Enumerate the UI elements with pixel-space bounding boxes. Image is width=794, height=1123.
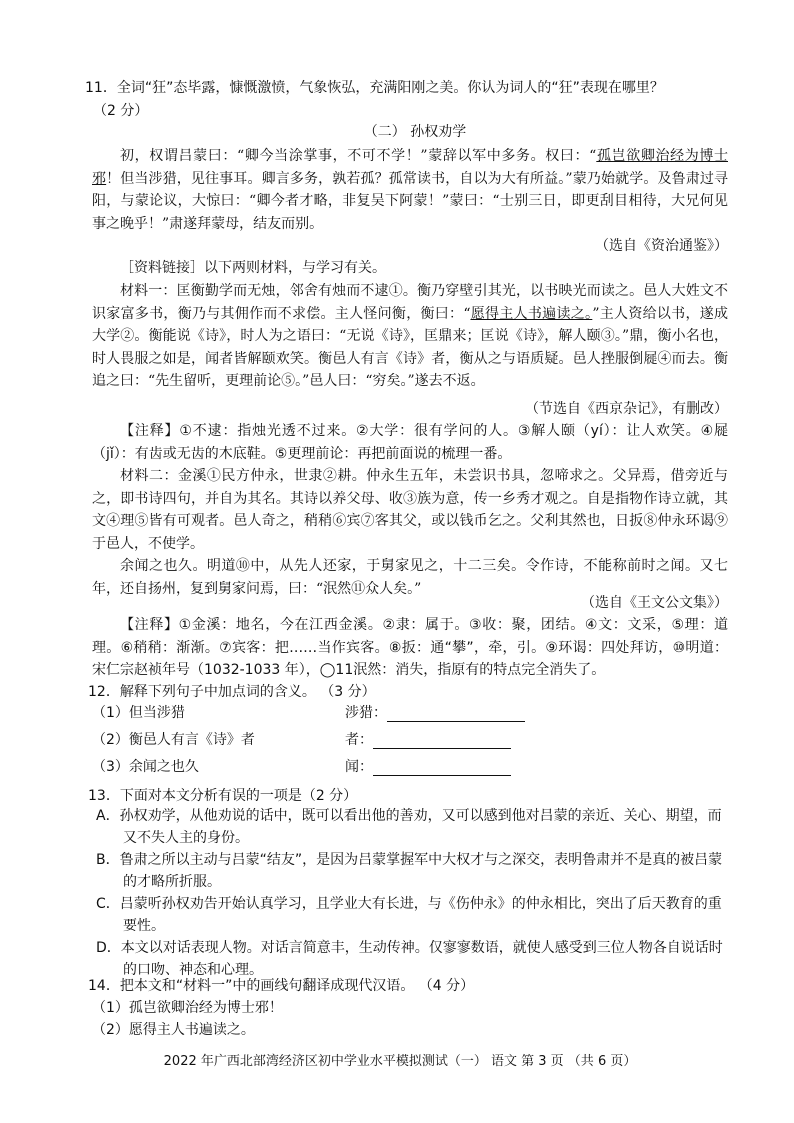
q11-line: 11．全词“狂”态毕露，慷慨激愤，气象恢弘，充满阳刚之美。你认为词人的“狂”表现在哪里？ — [85, 80, 664, 96]
option-c[interactable]: C．吕蒙听孙权劝告开始认真学习，且学业大有长进，与《伤仲永》的仲永相比，突出了后天教育的重要性。 — [96, 896, 722, 934]
m1-text-b: ”主人资给以书，遂成大学②。衡能说《诗》，时人为之语曰：“无说《诗》，匡鼎来；匡说《诗》，解人颐③。”鼎，衡小名也，时人畏服之如是，闻者皆解颐欢笑。衡邑人有言《诗》者，衡从之与语质疑。邑人挫服倒屣④而去。衡追之曰：“先生留听，更理前论⑤。”邑人曰：“穷矣。”遂去不返。 — [92, 305, 729, 389]
q12-answer-label-1: 涉猎： — [345, 705, 387, 721]
material-link — [92, 257, 728, 280]
section-title: （二） 孙权劝学 — [363, 124, 467, 140]
q14-item-1: （1）孤岂欲卿治经为博士邪！ — [92, 1000, 283, 1016]
page-footer: 2022 年广西北部湾经济区初中学业水平模拟测试（一） 语文 第 3 页 （共 6 页） — [163, 1054, 637, 1069]
material-1-paragraph — [92, 280, 728, 393]
material-2 — [92, 465, 728, 600]
m1-note-text: 【注释】①不逮：指烛光透不过来。②大学：很有学问的人。③解人颐（yí）：让人欢笑。④屣（jǐ）：有齿或无齿的木底鞋。⑤更理前论：再把前面说的梳理一番。 — [92, 423, 728, 462]
q12-item-2: （2）衡邑人有言《诗》者 — [92, 732, 255, 748]
passage-text-a: 初，权谓吕蒙曰：“卿今当涂掌事，不可不学！”蒙辞以军中多务。权曰：“ — [120, 148, 597, 164]
material-2-source: （选自《王文公文集》） — [581, 595, 728, 611]
passage-source: （选自《资治通鉴》） — [595, 238, 728, 254]
passage-quanxue — [92, 145, 728, 258]
q12-answer-3 — [345, 756, 511, 776]
q13-title: 13．下面对本文分析有误的一项是（2 分） — [88, 788, 358, 804]
m2-note-text: 【注释】①金溪：地名，今在江西金溪。②隶：属于。③收：聚，团结。④文：文采，⑤理：道理。⑥稍稍：渐渐。⑦宾客：把……当作宾客。⑧扳：通“攀”，牵，引。⑨环谒：四处拜访，⑩明道：宋仁宗赵祯年号（1032-1033 年），◯11泯然：消失，指原有的特点完全消失了。 — [92, 617, 728, 678]
answer-line[interactable] — [373, 734, 511, 749]
option-b[interactable]: B．鲁肃之所以主动与吕蒙“结友”，是因为吕蒙掌握军中大权才与之深交，表明鲁肃并不是真的被吕蒙的才略所折服。 — [96, 852, 723, 890]
q14-title: 14．把本文和“材料一”中的画线句翻译成现代汉语。 （4 分） — [88, 978, 475, 994]
link-text: ［资料链接］以下两则材料，与学习有关。 — [120, 260, 386, 276]
q13-options — [96, 806, 732, 981]
q14-item-2: （2）愿得主人书遍读之。 — [92, 1022, 255, 1038]
m2-paragraph-2: 余闻之也久。明道⑩中，从先人还家，于舅家见之，十二三矣。令作诗，不能称前时之闻。又七年，还自扬州，复到舅家问焉，曰：“泯然⑪众人矣。” — [92, 558, 728, 597]
option-a[interactable]: A．孙权劝学，从他劝说的话中，既可以看出他的善劝，又可以感到他对吕蒙的亲近、关心、期望，而又不失人主的身份。 — [96, 808, 722, 846]
answer-line[interactable] — [373, 761, 511, 776]
q12-answer-label-3: 闻： — [345, 759, 373, 775]
material-1-note — [92, 420, 728, 465]
m1-text-a: 材料一：匡衡勤学而无烛，邻舍有烛而不逮①。衡乃穿壁引其光，以书映光而读之。邑人大姓文不识家富多书，衡乃与其佣作而不求偿。主人怪问衡，衡曰：“ — [92, 283, 728, 322]
passage-text-b: ！但当涉猎，见往事耳。卿言多务，孰若孤？孤常读书，自以为大有所益。”蒙乃始就学。及鲁肃过寻阳，与蒙论议，大惊曰：“卿今者才略，非复吴下阿蒙！”蒙曰：“士别三日，即更刮目相待，大兄何见事之晚乎！”肃遂拜蒙母，结友而别。 — [92, 170, 729, 232]
underlined-sentence-1: 孤岂欲卿治经为博士邪 — [92, 148, 728, 187]
question-11 — [85, 77, 735, 122]
q12-item-3: （3）余闻之也久 — [92, 759, 199, 775]
material-1-source: （节选自《西京杂记》，有删改） — [525, 401, 728, 417]
q12-item-1: （1）但当涉猎 — [92, 705, 185, 721]
material-1 — [92, 280, 728, 393]
answer-line[interactable] — [387, 707, 525, 722]
underlined-sentence-2: 愿得主人书遍读之。 — [470, 305, 593, 322]
option-d[interactable]: D．本文以对话表现人物。对话言简意丰，生动传神。仅寥寥数语，就使人感受到三位人物各自说话时的口吻、神态和心理。 — [96, 940, 723, 978]
passage-paragraph — [92, 145, 728, 235]
m2-paragraph-1: 材料二：金溪①民方仲永，世隶②耕。仲永生五年，未尝识书具，忽啼求之。父异焉，借旁近与之，即书诗四句，并自为其名。其诗以养父母、收③族为意，传一乡秀才观之。自是指物作诗立就，其文④理⑤皆有可观者。邑人奇之，稍稍⑥宾⑦客其父，或以钱币乞之。父利其然也，日扳⑧仲永环谒⑨于邑人，不使学。 — [92, 468, 728, 552]
q12-answer-2 — [345, 729, 511, 749]
material-2-note — [92, 614, 728, 682]
q11-points: （2 分） — [93, 102, 149, 119]
q12-title: 12．解释下列句子中加点词的含义。 （3 分） — [88, 684, 376, 700]
q12-answer-1 — [345, 702, 525, 722]
q12-answer-label-2: 者： — [345, 732, 373, 748]
